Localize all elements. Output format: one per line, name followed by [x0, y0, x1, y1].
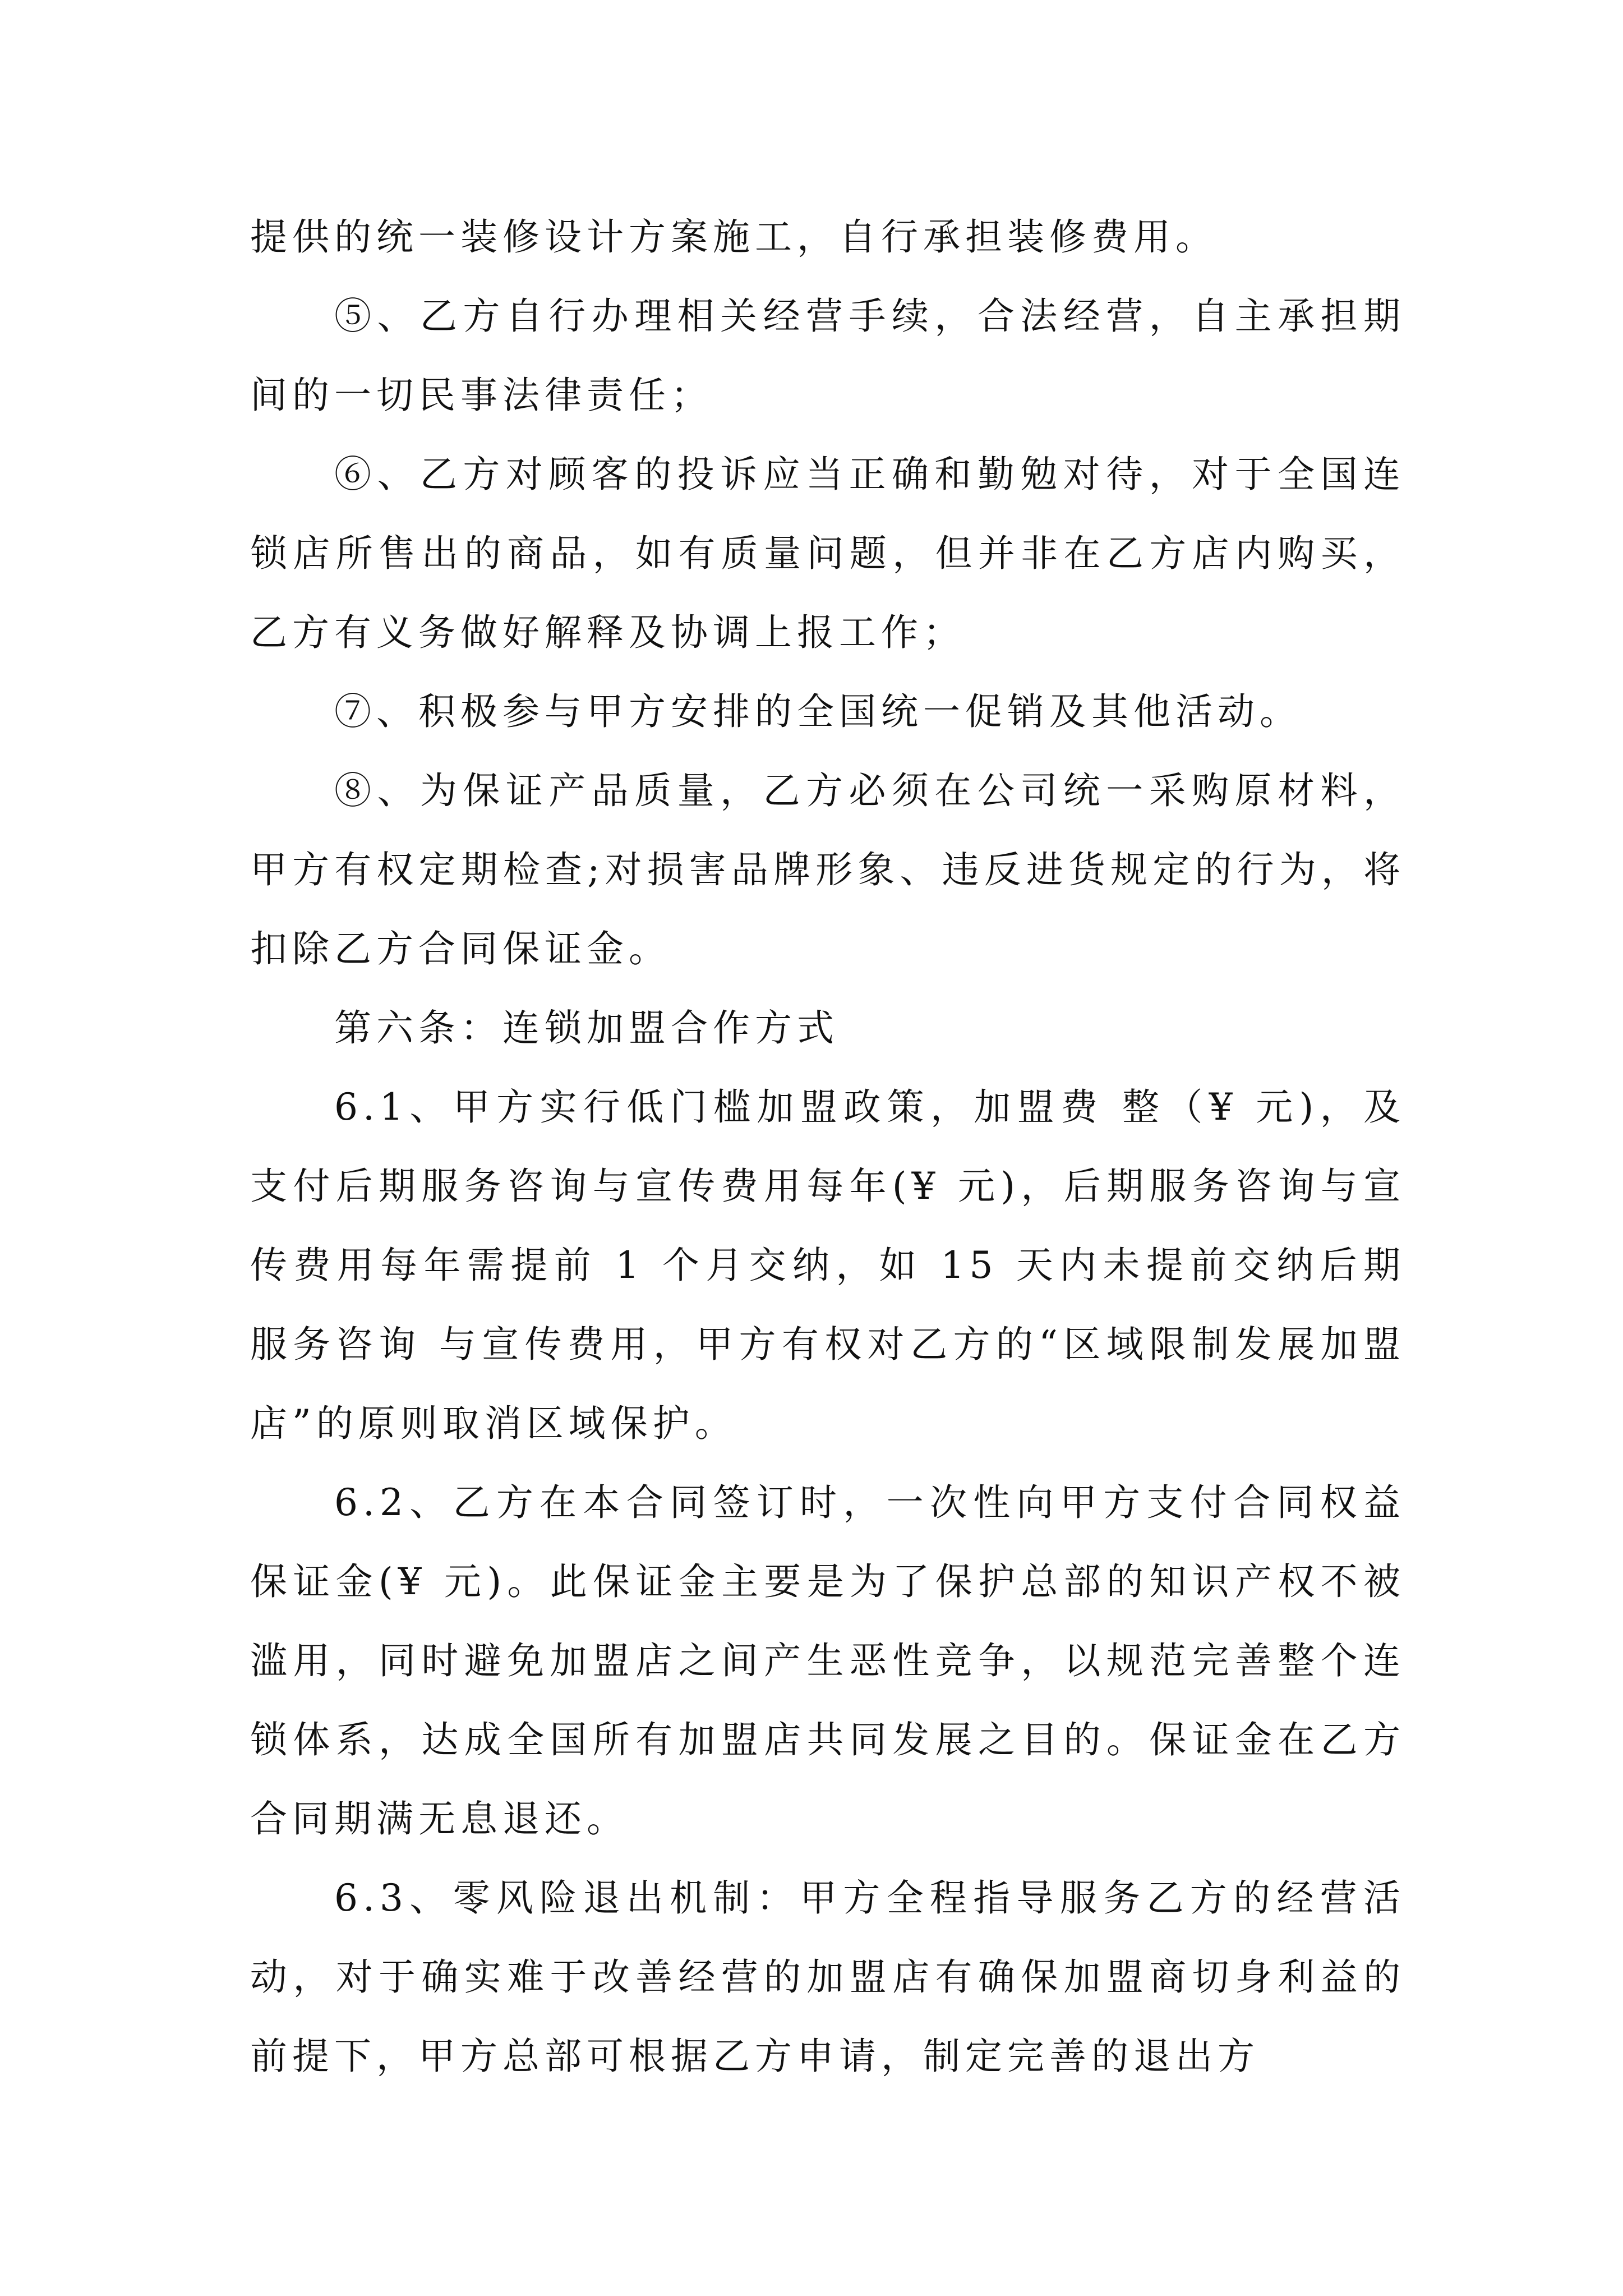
paragraph-clause-8: ⑧、为保证产品质量，乙方必须在公司统一采购原材料，甲方有权定期检查;对损害品牌形象、违反进货规定的行为，将扣除乙方合同保证金。	[250, 769, 1405, 970]
paragraph-6-2: 6.2、乙方在本合同签订时，一次性向甲方支付合同权益保证金(¥ 元)。此保证金主要是为了保护总部的知识产权不被滥用，同时避免加盟店之间产生恶性竞争，以规范完善整个连锁体系，达成全国所有加盟店共同发展之目的。保证金在乙方合同期满无息退还。	[250, 1481, 1405, 1841]
paragraph-clause-6: ⑥、乙方对顾客的投诉应当正确和勤勉对待，对于全国连锁店所售出的商品，如有质量问题，但并非在乙方店内购买，乙方有义务做好解释及协调上报工作；	[250, 453, 1405, 654]
paragraph-6-3: 6.3、零风险退出机制：甲方全程指导服务乙方的经营活动，对于确实难于改善经营的加盟店有确保加盟商切身利益的前提下，甲方总部可根据乙方申请，制定完善的退出方	[250, 1876, 1405, 2078]
paragraph-clause-5: ⑤、乙方自行办理相关经营手续，合法经营，自主承担期间的一切民事法律责任；	[250, 295, 1405, 417]
document-body	[250, 197, 1405, 2096]
paragraph-continuation: 提供的统一装修设计方案施工，自行承担装修费用。	[250, 215, 1218, 259]
paragraph-clause-7: ⑦、积极参与甲方安排的全国统一促销及其他活动。	[334, 690, 1302, 733]
paragraph-6-1: 6.1、甲方实行低门槛加盟政策，加盟费 整（¥ 元)，及支付后期服务咨询与宣传费用每年(¥ 元)，后期服务咨询与宣传费用每年需提前 1 个月交纳，如 15 天内未提前交纳后期服务咨询 与宣传费用，甲方有权对乙方的“区域限制发展加盟店”的原则取消区域保护。	[250, 1085, 1405, 1445]
section-heading-article-6: 第六条：连锁加盟合作方式	[334, 1006, 839, 1050]
